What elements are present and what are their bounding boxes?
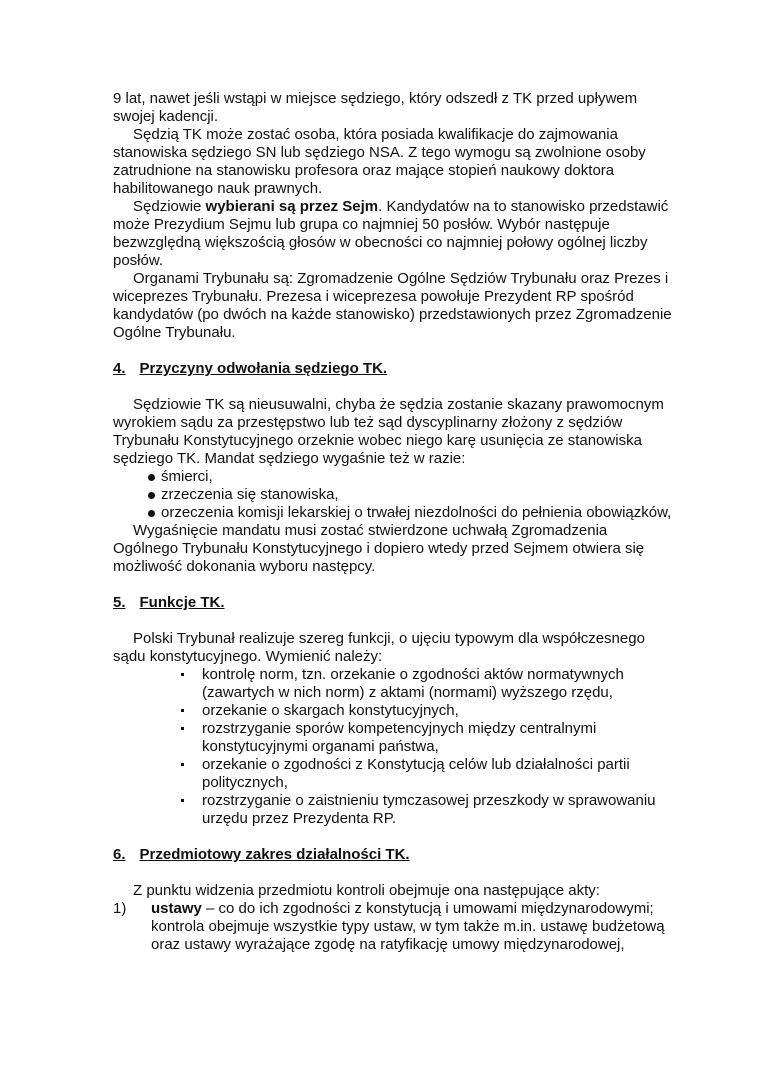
list-item: orzekanie o skargach konstytucyjnych,	[180, 702, 673, 720]
list-item: kontrolę norm, tzn. orzekanie o zgodności aktów normatywnych (zawartych w nich norm) z aktami (normami) wyższego rzędu,	[180, 666, 673, 702]
numbered-list	[113, 900, 673, 954]
list-item: rozstrzyganie o zaistnieniu tymczasowej przeszkody w sprawowaniu urzędu przez Prezydenta RP.	[180, 792, 673, 828]
section-heading-4	[113, 360, 673, 378]
section-title: Funkcje TK.	[139, 594, 225, 611]
paragraph: Z punktu widzenia przedmiotu kontroli obejmuje ona następujące akty:	[133, 882, 600, 899]
paragraph: Organami Trybunału są: Zgromadzenie Ogólne Sędziów Trybunału oraz Prezes i wiceprezes Trybunału. Prezesa i wiceprezesa powołuje Prezydent RP spośród kandydatów (po dwóch na każde stanowisko) przedstawionych przez Zgromadzenie Ogólne Trybunału.	[113, 270, 672, 341]
list-item: śmierci,	[148, 468, 673, 486]
paragraph: 9 lat, nawet jeśli wstąpi w miejsce sędziego, który odszedł z TK przed upływem swojej kadencji.	[113, 90, 638, 125]
list-item: orzeczenia komisji lekarskiej o trwałej niezdolności do pełnienia obowiązków,	[148, 504, 673, 522]
bold-text: wybierani są przez Sejm	[205, 198, 379, 215]
section-number: 4.	[113, 360, 126, 377]
section-title: Przedmiotowy zakres działalności TK.	[139, 846, 410, 863]
paragraph	[113, 198, 673, 270]
paragraph: Wygaśnięcie mandatu musi zostać stwierdzone uchwałą Zgromadzenia Ogólnego Trybunału Konstytucyjnego i dopiero wtedy przed Sejmem otwiera się możliwość dokonania wyboru następcy.	[113, 522, 645, 575]
section-title: Przyczyny odwołania sędziego TK.	[139, 360, 388, 377]
bullet-list	[113, 666, 673, 828]
list-item: orzekanie o zgodności z Konstytucją celów lub działalności partii politycznych,	[180, 756, 673, 792]
section-number: 6.	[113, 846, 126, 863]
paragraph: Polski Trybunał realizuje szereg funkcji, o ujęciu typowym dla współczesnego sądu konstytucyjnego. Wymienić należy:	[113, 630, 645, 665]
list-item	[113, 900, 673, 954]
list-number: 1)	[113, 900, 127, 917]
section-number: 5.	[113, 594, 126, 611]
list-item: rozstrzyganie sporów kompetencyjnych między centralnymi konstytucyjnymi organami państwa,	[180, 720, 673, 756]
text-run: Sędziowie	[133, 198, 206, 215]
bullet-list	[113, 468, 673, 522]
list-item: zrzeczenia się stanowiska,	[148, 486, 673, 504]
document-page	[113, 90, 673, 954]
bold-text: ustawy	[151, 900, 202, 917]
text-run: – co do ich zgodności z konstytucją i umowami międzynarodowymi; kontrola obejmuje wszystkie typy ustaw, w tym także m.in. ustawę budżetową oraz ustawy wyrażające zgodę na ratyfikację umowy międzynarodowej,	[151, 900, 665, 953]
paragraph: Sędziowie TK są nieusuwalni, chyba że sędzia zostanie skazany prawomocnym wyrokiem sądu za przestępstwo lub też sąd dyscyplinarny złożony z sędziów Trybunału Konstytucyjnego orzeknie wobec niego karę usunięcia ze stanowiska sędziego TK. Mandat sędziego wygaśnie też w razie:	[113, 396, 664, 467]
text-run: . Kandydatów na to stanowisko przedstawić może Prezydium Sejmu lub grupa co najmniej 50 posłów. Wybór następuje bezwzględną większością głosów w obecności co najmniej połowy ogólnej liczby posłów.	[113, 198, 669, 269]
paragraph: Sędzią TK może zostać osoba, która posiada kwalifikacje do zajmowania stanowiska sędziego SN lub sędziego NSA. Z tego wymogu są zwolnione osoby zatrudnione na stanowisku profesora oraz mające stopień naukowy doktora habilitowanego nauk prawnych.	[113, 126, 646, 197]
section-heading-5	[113, 594, 673, 612]
section-heading-6	[113, 846, 673, 864]
